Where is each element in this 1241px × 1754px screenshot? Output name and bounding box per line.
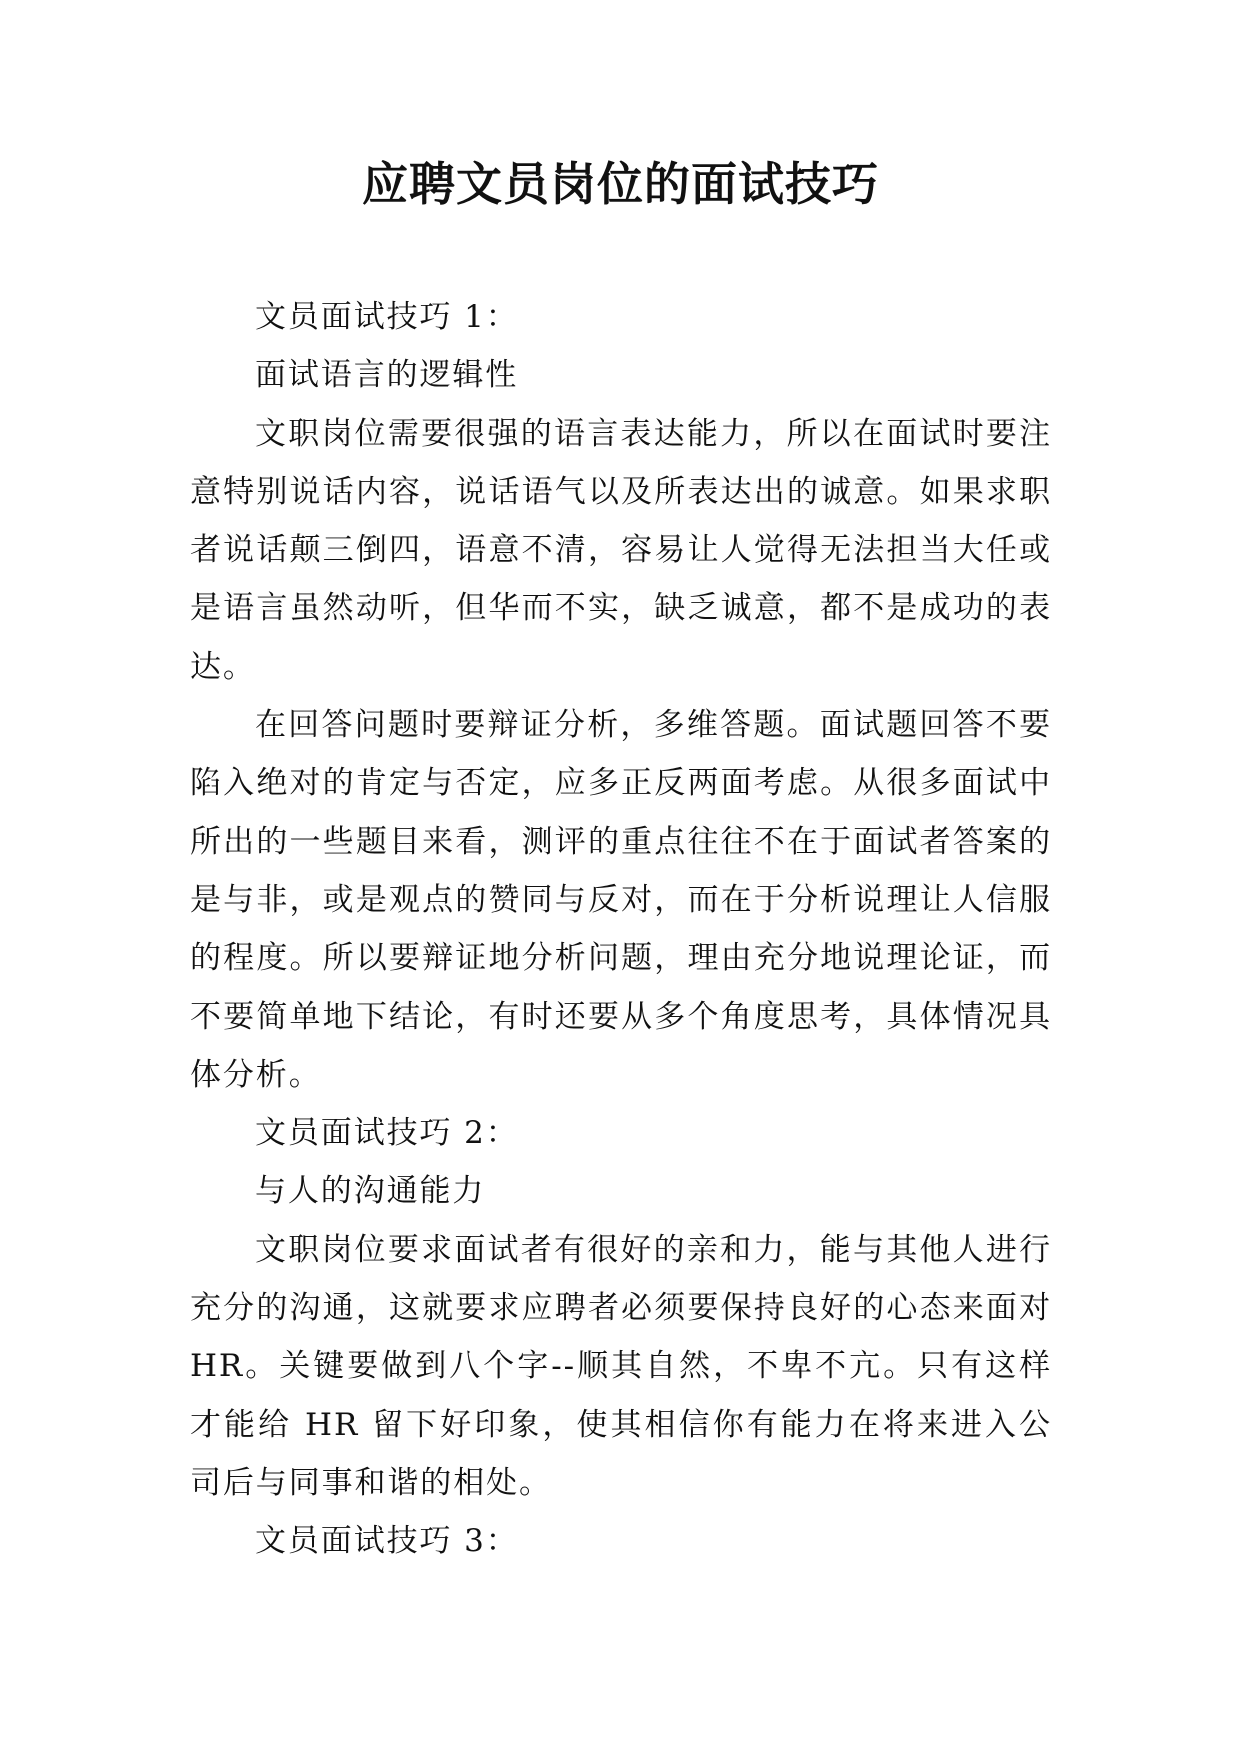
document-body xyxy=(190,288,1052,1571)
section-heading: 文员面试技巧 1： xyxy=(255,299,519,335)
section-subheading: 与人的沟通能力 xyxy=(255,1173,486,1210)
section-heading: 文员面试技巧 2： xyxy=(255,1115,519,1152)
body-paragraph: 文职岗位需要很强的语言表达能力，所以在面试时要注意特别说话内容，说话语气以及所表达出的诚意。如果求职者说话颠三倒四，语意不清，容易让人觉得无法担当大任或是语言虽然动听，但华而不实，缺乏诚意，都不是成功的表达。 xyxy=(190,415,1052,685)
section-heading: 文员面试技巧 3： xyxy=(255,1523,519,1560)
body-paragraph: 文职岗位要求面试者有很好的亲和力，能与其他人进行充分的沟通，这就要求应聘者必须要保持良好的心态来面对HR。关键要做到八个字--顺其自然，不卑不亢。只有这样才能给 HR 留下好印象，使其相信你有能力在将来进入公司后与同事和谐的相处。 xyxy=(190,1231,1052,1501)
document-title: 应聘文员岗位的面试技巧 xyxy=(362,157,879,211)
section-subheading: 面试语言的逻辑性 xyxy=(255,357,519,394)
body-paragraph: 在回答问题时要辩证分析，多维答题。面试题回答不要陷入绝对的肯定与否定，应多正反两面考虑。从很多面试中所出的一些题目来看，测评的重点往往不在于面试者答案的是与非，或是观点的赞同与反对，而在于分析说理让人信服的程度。所以要辩证地分析问题，理由充分地说理论证，而不要简单地下结论，有时还要从多个角度思考，具体情况具体分析。 xyxy=(190,707,1052,1093)
